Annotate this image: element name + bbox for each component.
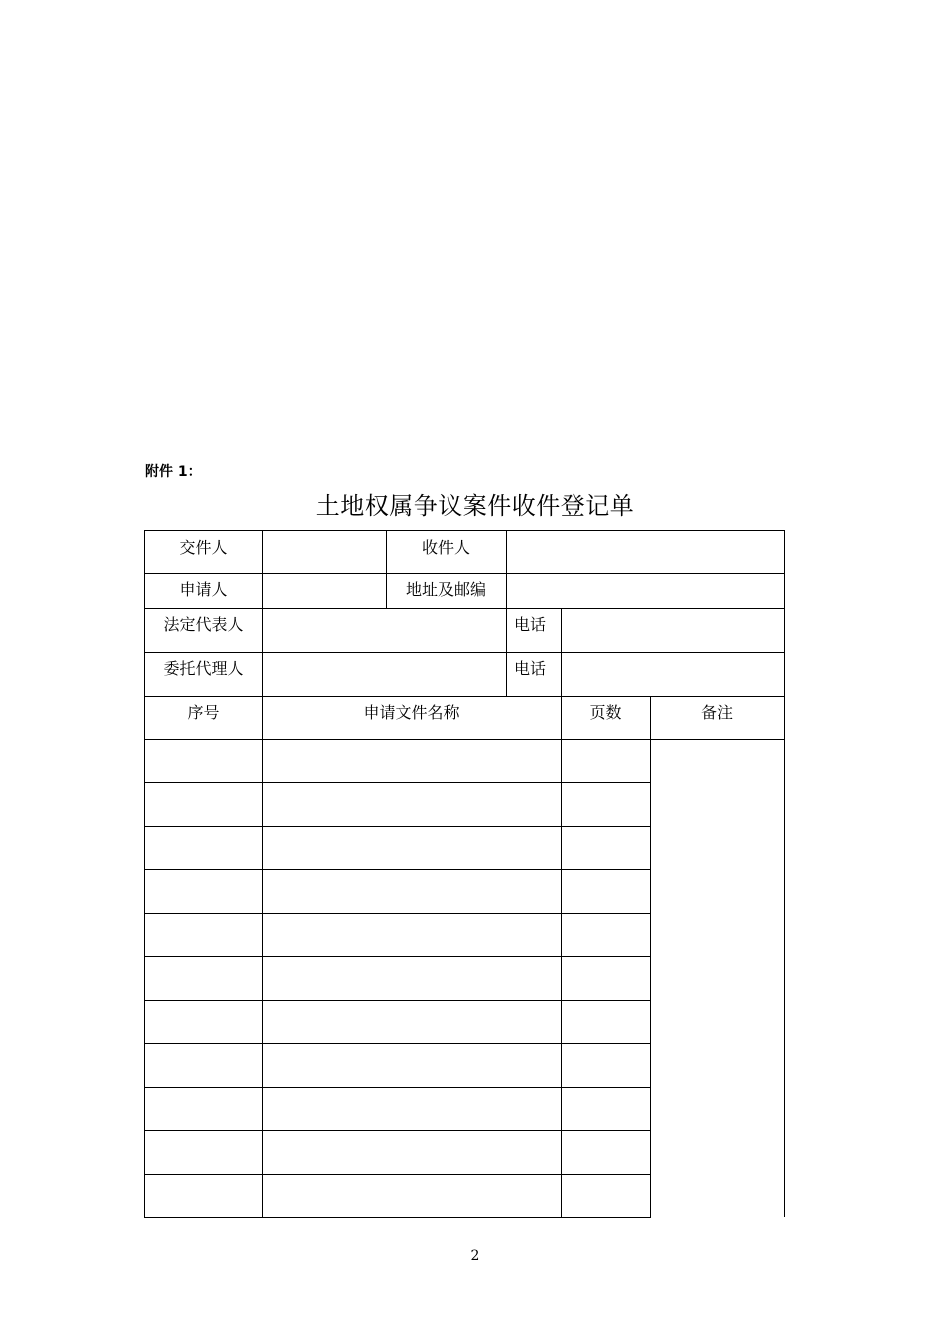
seq-cell[interactable] [145, 1174, 262, 1217]
pages-cell[interactable] [561, 913, 650, 956]
table-border [144, 573, 785, 574]
phone-label-1: 电话 [514, 615, 547, 634]
seq-cell[interactable] [145, 913, 262, 956]
pages-cell[interactable] [561, 739, 650, 782]
legal-rep-label: 法定代表人 [163, 615, 244, 634]
row-divider [144, 1043, 651, 1044]
table-border [144, 652, 785, 653]
header-seq: 序号 [187, 703, 220, 722]
pages-cell[interactable] [561, 956, 650, 999]
submitter-field[interactable] [262, 531, 386, 573]
seq-cell[interactable] [145, 1087, 262, 1130]
table-border [144, 530, 145, 1217]
row-divider [144, 1087, 651, 1088]
doc-name-cell[interactable] [262, 956, 561, 999]
doc-name-cell[interactable] [262, 1000, 561, 1043]
pages-cell[interactable] [561, 1130, 650, 1173]
pages-cell[interactable] [561, 869, 650, 912]
table-border [386, 530, 387, 608]
doc-name-cell[interactable] [262, 782, 561, 825]
seq-cell[interactable] [145, 782, 262, 825]
phone-label-2: 电话 [514, 659, 547, 678]
table-border [262, 530, 263, 1217]
row-divider [144, 1130, 651, 1131]
pages-cell[interactable] [561, 1043, 650, 1086]
receiver-label: 收件人 [421, 538, 470, 557]
table-border [144, 608, 785, 609]
seq-cell[interactable] [145, 739, 262, 782]
doc-name-cell[interactable] [262, 1043, 561, 1086]
pages-cell[interactable] [561, 826, 650, 869]
seq-cell[interactable] [145, 826, 262, 869]
remarks-cell[interactable] [650, 739, 784, 1217]
pages-cell[interactable] [561, 782, 650, 825]
row-divider [144, 1000, 651, 1001]
row-divider [144, 826, 651, 827]
agent-label: 委托代理人 [163, 659, 244, 678]
applicant-field[interactable] [262, 573, 386, 608]
seq-cell[interactable] [145, 1000, 262, 1043]
doc-name-cell[interactable] [262, 1087, 561, 1130]
legal-rep-field[interactable] [262, 608, 506, 652]
row-divider [144, 869, 651, 870]
header-remarks: 备注 [700, 703, 733, 722]
seq-cell[interactable] [145, 869, 262, 912]
row-divider [144, 1217, 651, 1218]
seq-cell[interactable] [145, 1130, 262, 1173]
header-pages: 页数 [589, 703, 622, 722]
page-number: 2 [470, 1248, 480, 1264]
submitter-label: 交件人 [179, 538, 228, 557]
row-divider [144, 913, 651, 914]
doc-name-cell[interactable] [262, 913, 561, 956]
header-doc-name: 申请文件名称 [363, 703, 460, 722]
agent-field[interactable] [262, 652, 506, 696]
table-border [144, 739, 785, 740]
form-title: 土地权属争议案件收件登记单 [315, 492, 635, 520]
seq-cell[interactable] [145, 956, 262, 999]
address-field[interactable] [506, 573, 784, 608]
table-border [144, 696, 785, 697]
row-divider [144, 782, 651, 783]
table-border [784, 530, 785, 1217]
doc-name-cell[interactable] [262, 739, 561, 782]
pages-cell[interactable] [561, 1174, 650, 1217]
table-border [561, 608, 562, 696]
pages-cell[interactable] [561, 1000, 650, 1043]
row-divider [144, 1174, 651, 1175]
address-label: 地址及邮编 [405, 580, 486, 599]
seq-cell[interactable] [145, 1043, 262, 1086]
doc-name-cell[interactable] [262, 869, 561, 912]
table-border [506, 530, 507, 696]
doc-name-cell[interactable] [262, 826, 561, 869]
receiver-field[interactable] [506, 531, 784, 573]
table-border [144, 530, 785, 531]
doc-name-cell[interactable] [262, 1174, 561, 1217]
phone-field-1[interactable] [561, 608, 784, 652]
attachment-label: 附件 1： [145, 464, 202, 480]
applicant-label: 申请人 [179, 580, 228, 599]
doc-name-cell[interactable] [262, 1130, 561, 1173]
phone-field-2[interactable] [561, 652, 784, 696]
row-divider [144, 956, 651, 957]
pages-cell[interactable] [561, 1087, 650, 1130]
